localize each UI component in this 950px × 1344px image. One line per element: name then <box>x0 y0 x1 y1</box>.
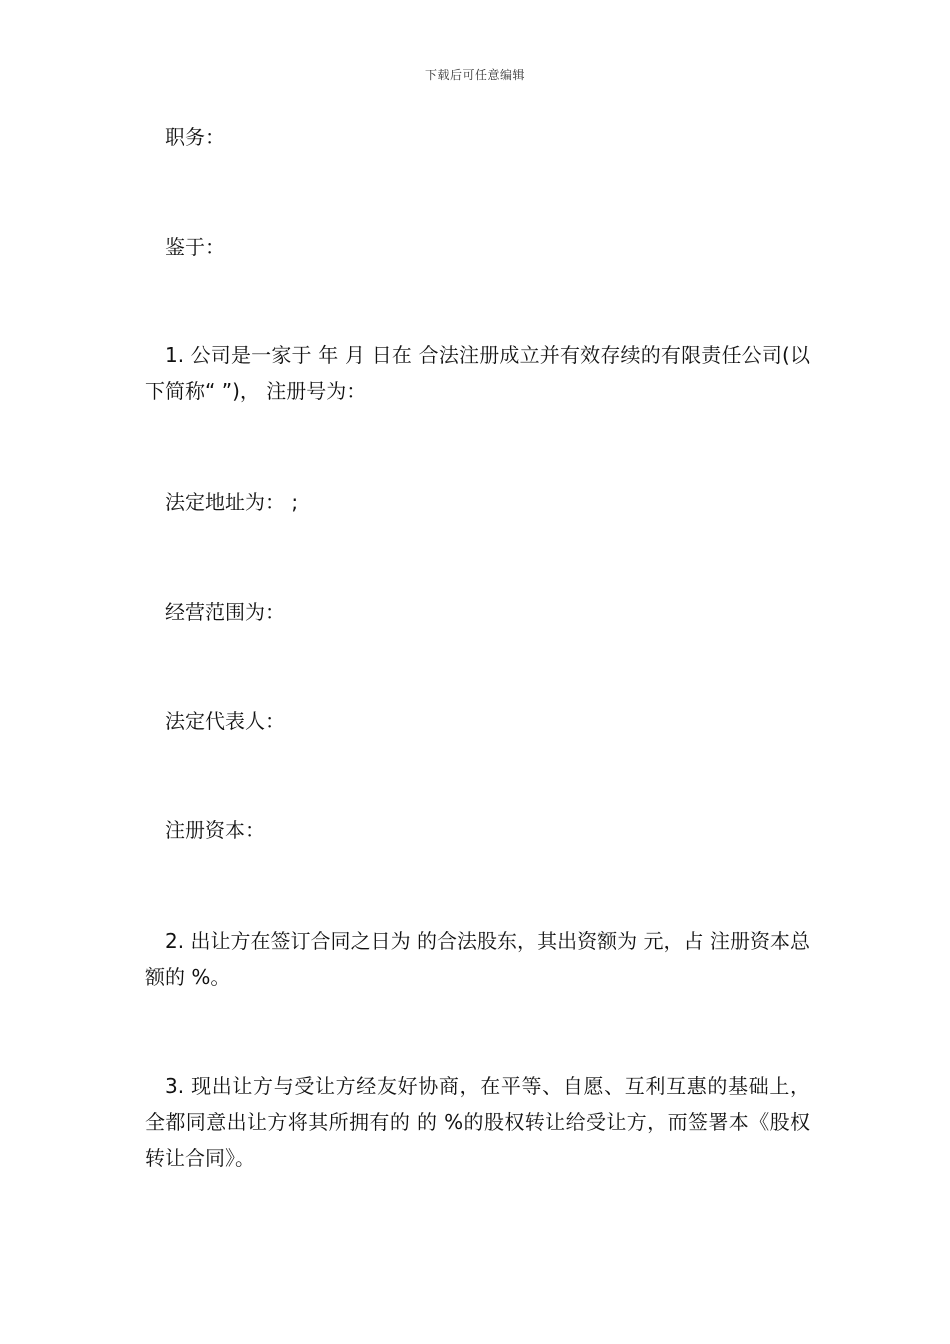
clause-3-paragraph: 3. 现出让方与受让方经友好协商，在平等、自愿、互利互惠的基础上，全都同意出让方将其所拥有的 的 %的股权转让给受让方，而签署本《股权转让合同》。 <box>145 1074 810 1170</box>
registered-capital-line: 注册资本： <box>165 818 265 842</box>
position-line: 职务： <box>165 125 225 149</box>
legal-representative-line: 法定代表人： <box>165 709 285 733</box>
whereas-line: 鉴于： <box>165 235 225 259</box>
legal-address-line: 法定地址为： ; <box>165 490 299 514</box>
business-scope-line: 经营范围为： <box>165 600 285 624</box>
clause-1-paragraph: 1. 公司是一家于 年 月 日在 合法注册成立并有效存续的有限责任公司(以下简称“ ”)， 注册号为： <box>145 343 810 403</box>
page-header: 下载后可任意编辑 <box>424 68 525 82</box>
clause-2-paragraph: 2. 出让方在签订合同之日为 的合法股东，其出资额为 元，占 注册资本总额的 %。 <box>145 929 810 989</box>
